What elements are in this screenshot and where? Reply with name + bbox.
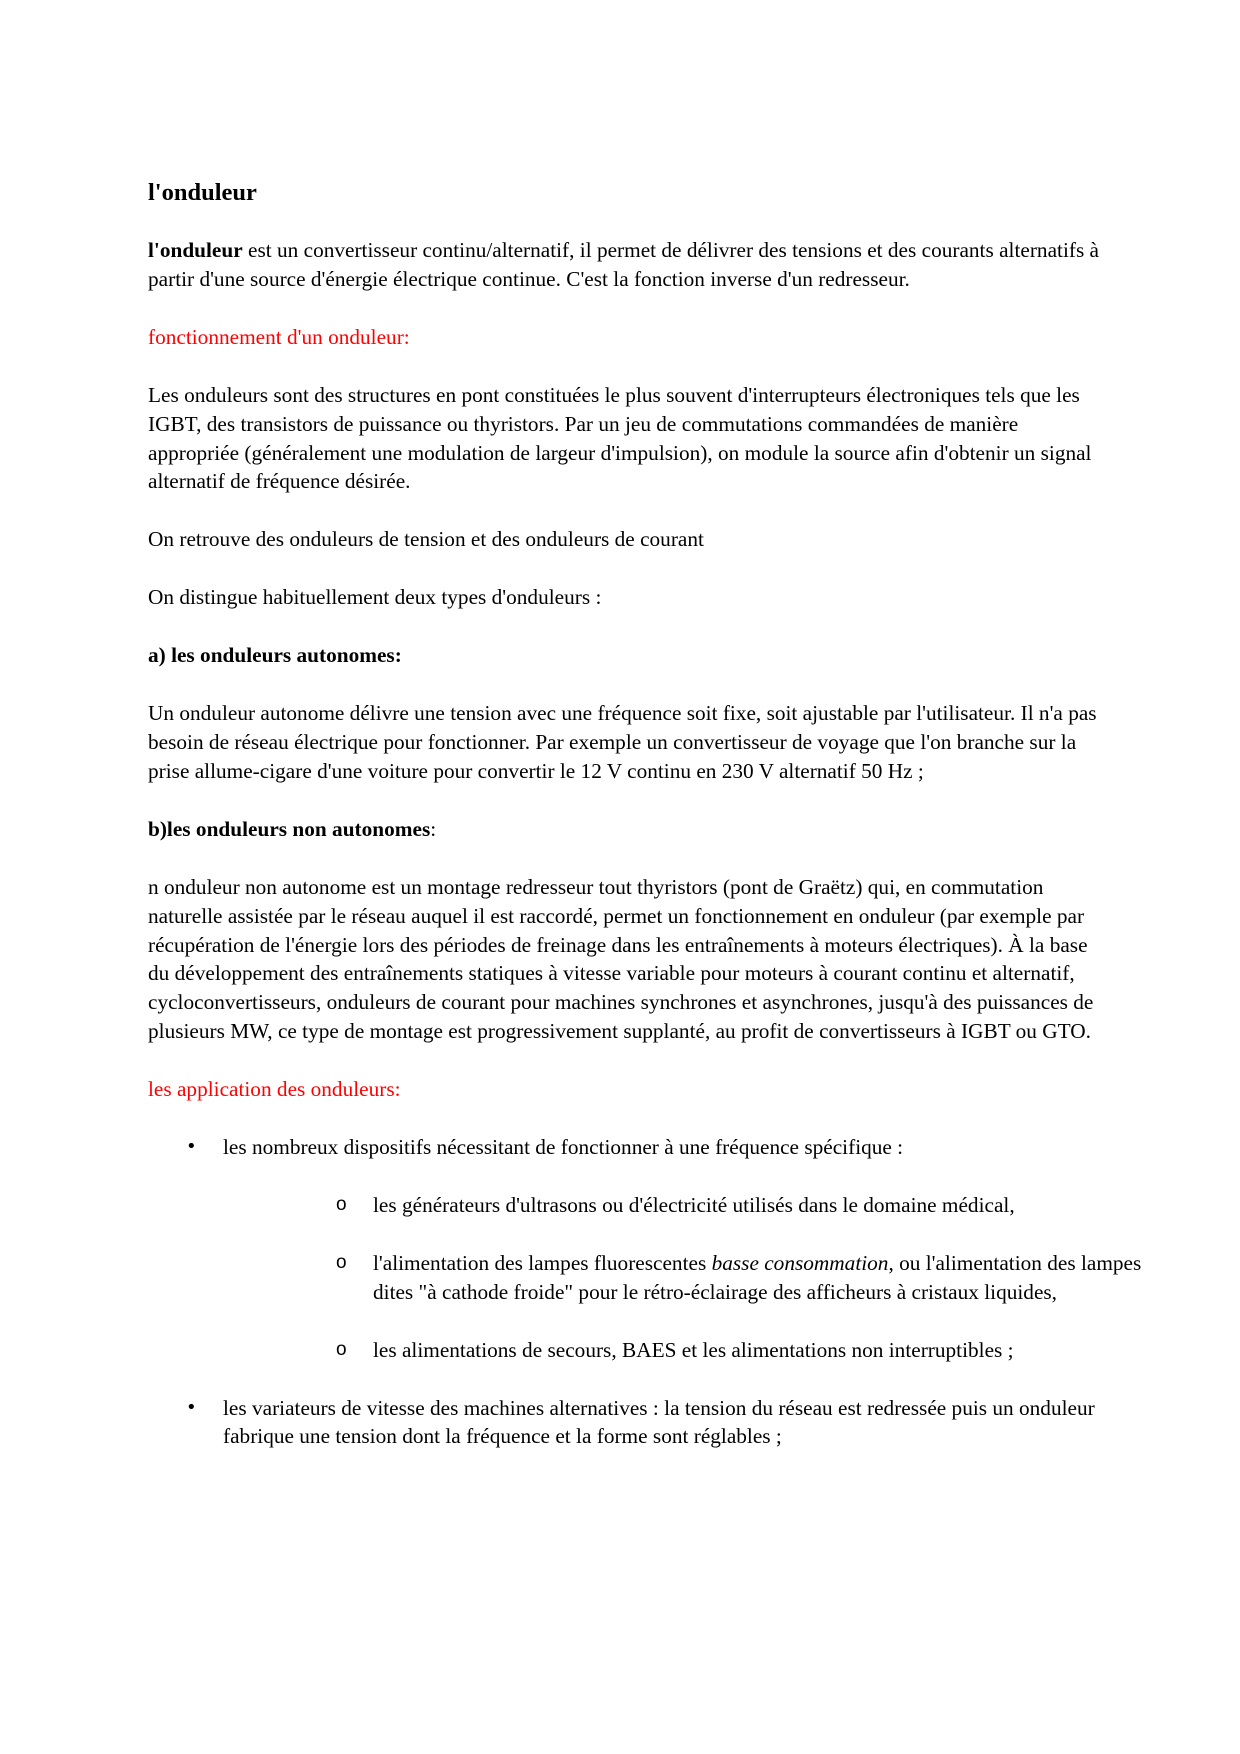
list-item-text: les nombreux dispositifs nécessitant de fonctionner à une fréquence spécifique : [223,1135,904,1160]
document-title: l'onduleur [148,179,257,206]
paragraph-onduleurs-non-autonomes: n onduleur non autonome est un montage redresseur tout thyristors (pont de Graëtz) qui, en commutation naturelle assistée par le réseau auquel il est raccordé, permet un fonctionnement en onduleur (par exemple par récupération de l'énergie lors des périodes de freinage dans les entraînements à moteurs électriques). À la base du développement des entraînements statiques à vitesse variable pour moteurs à courant continu et alternatif, cycloconvertisseurs, onduleurs de courant pour machines synchrones et asynchrones, jusqu'à des puissances de plusieurs MW, ce type de montage est progressivement supplanté, au profit de convertisseurs à IGBT ou GTO. [148,874,1094,1044]
list-item-text: les variateurs de vitesse des machines alternatives : la tension du réseau est redressée puis un onduleur fabrique une tension dont la fréquence et la forme sont réglables ; [223,1395,1095,1449]
paragraph-structure: Les onduleurs sont des structures en pont constituées le plus souvent d'interrupteurs électroniques tels que les IGBT, des transistors de puissance ou thyristors. Par un jeu de commutations commandées de manière appropriée (généralement une modulation de largeur d'impulsion), on module la source afin d'obtenir un signal alternatif de fréquence désirée. [148,382,1092,494]
paragraph-deux-types: On distingue habituellement deux types d'onduleurs : [148,585,602,610]
sub-bullet-icon: o [336,1338,347,1360]
heading-non-autonomes-bold: b)les onduleurs non autonomes [148,816,431,841]
list-item [148,1394,1108,1452]
intro-bold-lead: l'onduleur [148,238,243,262]
sub-list-item [298,1336,1163,1365]
sub-bullet-icon: o [336,1251,347,1273]
bullet-icon: • [186,1136,197,1158]
intro-paragraph [148,236,1108,294]
sub-item-text-before: l'alimentation des lampes fluorescentes [373,1250,712,1275]
heading-onduleurs-autonomes: a) les onduleurs autonomes: [148,643,402,668]
heading-non-autonomes-colon: : [430,816,437,841]
bullet-icon: • [186,1396,197,1418]
sub-list-item-text: les générateurs d'ultrasons ou d'électricité utilisés dans le domaine médical, [373,1192,1015,1217]
sub-bullet-icon: o [336,1193,347,1215]
sub-item-text-italic: basse consommation [711,1250,889,1275]
document-page [148,178,1142,1480]
heading-fonctionnement: fonctionnement d'un onduleur: [148,324,410,349]
intro-text: est un convertisseur continu/alternatif, il permet de délivrer des tensions et des courants alternatifs à partir d'une source d'énergie électrique continue. C'est la fonction inverse d'un redresseur. [148,238,1100,291]
sub-item-text-after: , ou l'alimentation des lampes dites "à cathode froide" pour le rétro-éclairage des afficheurs à cristaux liquides, [373,1250,1142,1304]
applications-list [148,1133,1142,1451]
paragraph-onduleurs-autonomes: Un onduleur autonome délivre une tension avec une fréquence soit fixe, soit ajustable par l'utilisateur. Il n'a pas besoin de réseau électrique pour fonctionner. Par exemple un convertisseur de voyage que l'on branche sur la prise allume-cigare d'une voiture pour convertir le 12 V continu en 230 V alternatif 50 Hz ; [148,701,1097,783]
list-item [148,1133,1142,1365]
sub-list-item [298,1191,1163,1220]
sub-list-item-text: les alimentations de secours, BAES et les alimentations non interruptibles ; [373,1337,1014,1362]
sub-list-item-text [373,1249,1163,1307]
applications-sub-list [223,1191,1142,1365]
sub-list-item [298,1249,1163,1307]
heading-onduleurs-non-autonomes [148,815,1108,844]
heading-applications: les application des onduleurs: [148,1077,401,1102]
paragraph-types-tension-courant: On retrouve des onduleurs de tension et des onduleurs de courant [148,527,704,552]
